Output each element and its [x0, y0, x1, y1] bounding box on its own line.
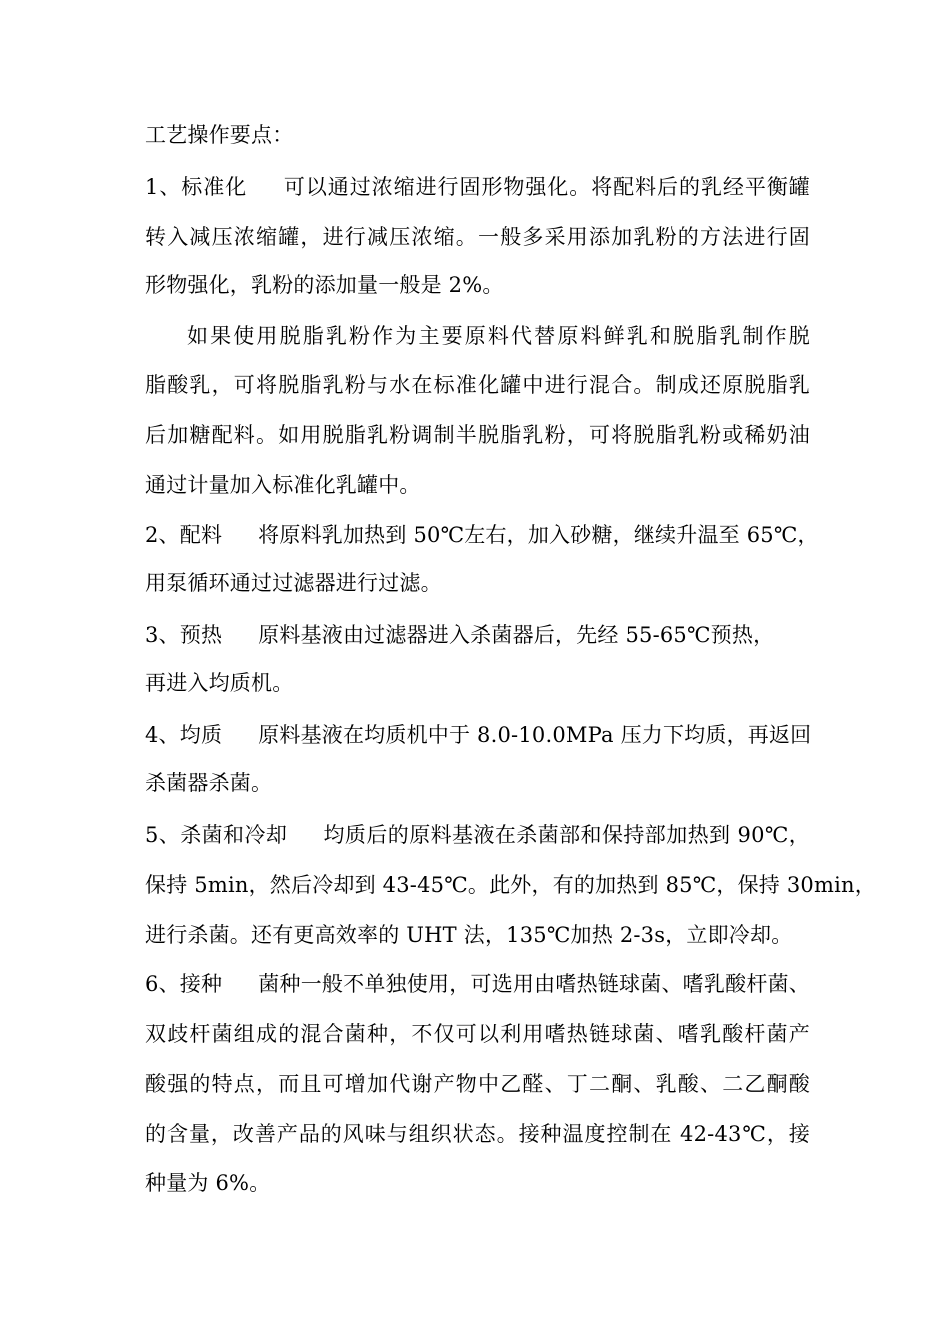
section-6-line-3: 酸强的特点，而且可增加代谢产物中乙醛、丁二酮、乳酸、二乙酮酸	[145, 1072, 810, 1096]
section-6-line-4: 的含量，改善产品的风味与组织状态。接种温度控制在 42-43℃，接	[145, 1122, 810, 1146]
section-5-label: 5、杀菌和冷却	[145, 823, 288, 847]
paragraph-2-line-3: 后加糖配料。如用脱脂乳粉调制半脱脂乳粉，可将脱脂乳粉或稀奶油	[145, 423, 810, 447]
section-3-line-1	[145, 620, 810, 650]
paragraph-2-line-4: 通过计量加入标准化乳罐中。	[145, 473, 421, 497]
section-4-line-2: 杀菌器杀菌。	[145, 771, 273, 795]
section-4-label: 4、均质	[145, 723, 223, 747]
section-3-line-2: 再进入均质机。	[145, 671, 294, 695]
section-heading: 工艺操作要点：	[145, 123, 294, 147]
section-6-text-1: 菌种一般不单独使用，可选用由嗜热链球菌、嗜乳酸杆菌、	[258, 972, 810, 996]
section-1-line-1	[145, 172, 810, 202]
section-5-text-1: 均质后的原料基液在杀菌部和保持部加热到 90℃，	[323, 823, 811, 847]
section-2-label: 2、配料	[145, 523, 223, 547]
section-6-line-5: 种量为 6%。	[145, 1171, 271, 1195]
section-3-label: 3、预热	[145, 623, 223, 647]
section-1-line-3: 形物强化，乳粉的添加量一般是 2%。	[145, 273, 504, 297]
section-6-label: 6、接种	[145, 972, 223, 996]
paragraph-2-line-1: 如果使用脱脂乳粉作为主要原料代替原料鲜乳和脱脂乳制作脱	[187, 324, 810, 348]
section-6-line-1	[145, 969, 810, 999]
section-1-line-2: 转入减压浓缩罐，进行减压浓缩。一般多采用添加乳粉的方法进行固	[145, 225, 810, 249]
section-5-line-2: 保持 5min，然后冷却到 43-45℃。此外，有的加热到 85℃，保持 30min，	[145, 873, 876, 897]
section-5-line-1	[145, 820, 810, 850]
section-3-text-1: 原料基液由过滤器进入杀菌器后，先经 55-65℃预热，	[258, 623, 775, 647]
paragraph-2-line-2: 脂酸乳，可将脱脂乳粉与水在标准化罐中进行混合。制成还原脱脂乳	[145, 373, 810, 397]
section-2-line-1	[145, 520, 819, 550]
section-5-line-3: 进行杀菌。还有更高效率的 UHT 法，135℃加热 2-3s，立即冷却。	[145, 923, 793, 947]
section-1-label: 1、标准化	[145, 175, 248, 199]
section-4-line-1	[145, 720, 810, 750]
section-2-text-1: 将原料乳加热到 50℃左右，加入砂糖，继续升温至 65℃，	[258, 523, 819, 547]
section-1-text-1: 可以通过浓缩进行固形物强化。将配料后的乳经平衡罐	[283, 175, 810, 199]
section-6-line-2: 双歧杆菌组成的混合菌种，不仅可以利用嗜热链球菌、嗜乳酸杆菌产	[145, 1022, 810, 1046]
section-4-text-1: 原料基液在均质机中于 8.0-10.0MPa 压力下均质，再返回	[258, 723, 812, 747]
section-2-line-2: 用泵循环通过过滤器进行过滤。	[145, 571, 442, 595]
